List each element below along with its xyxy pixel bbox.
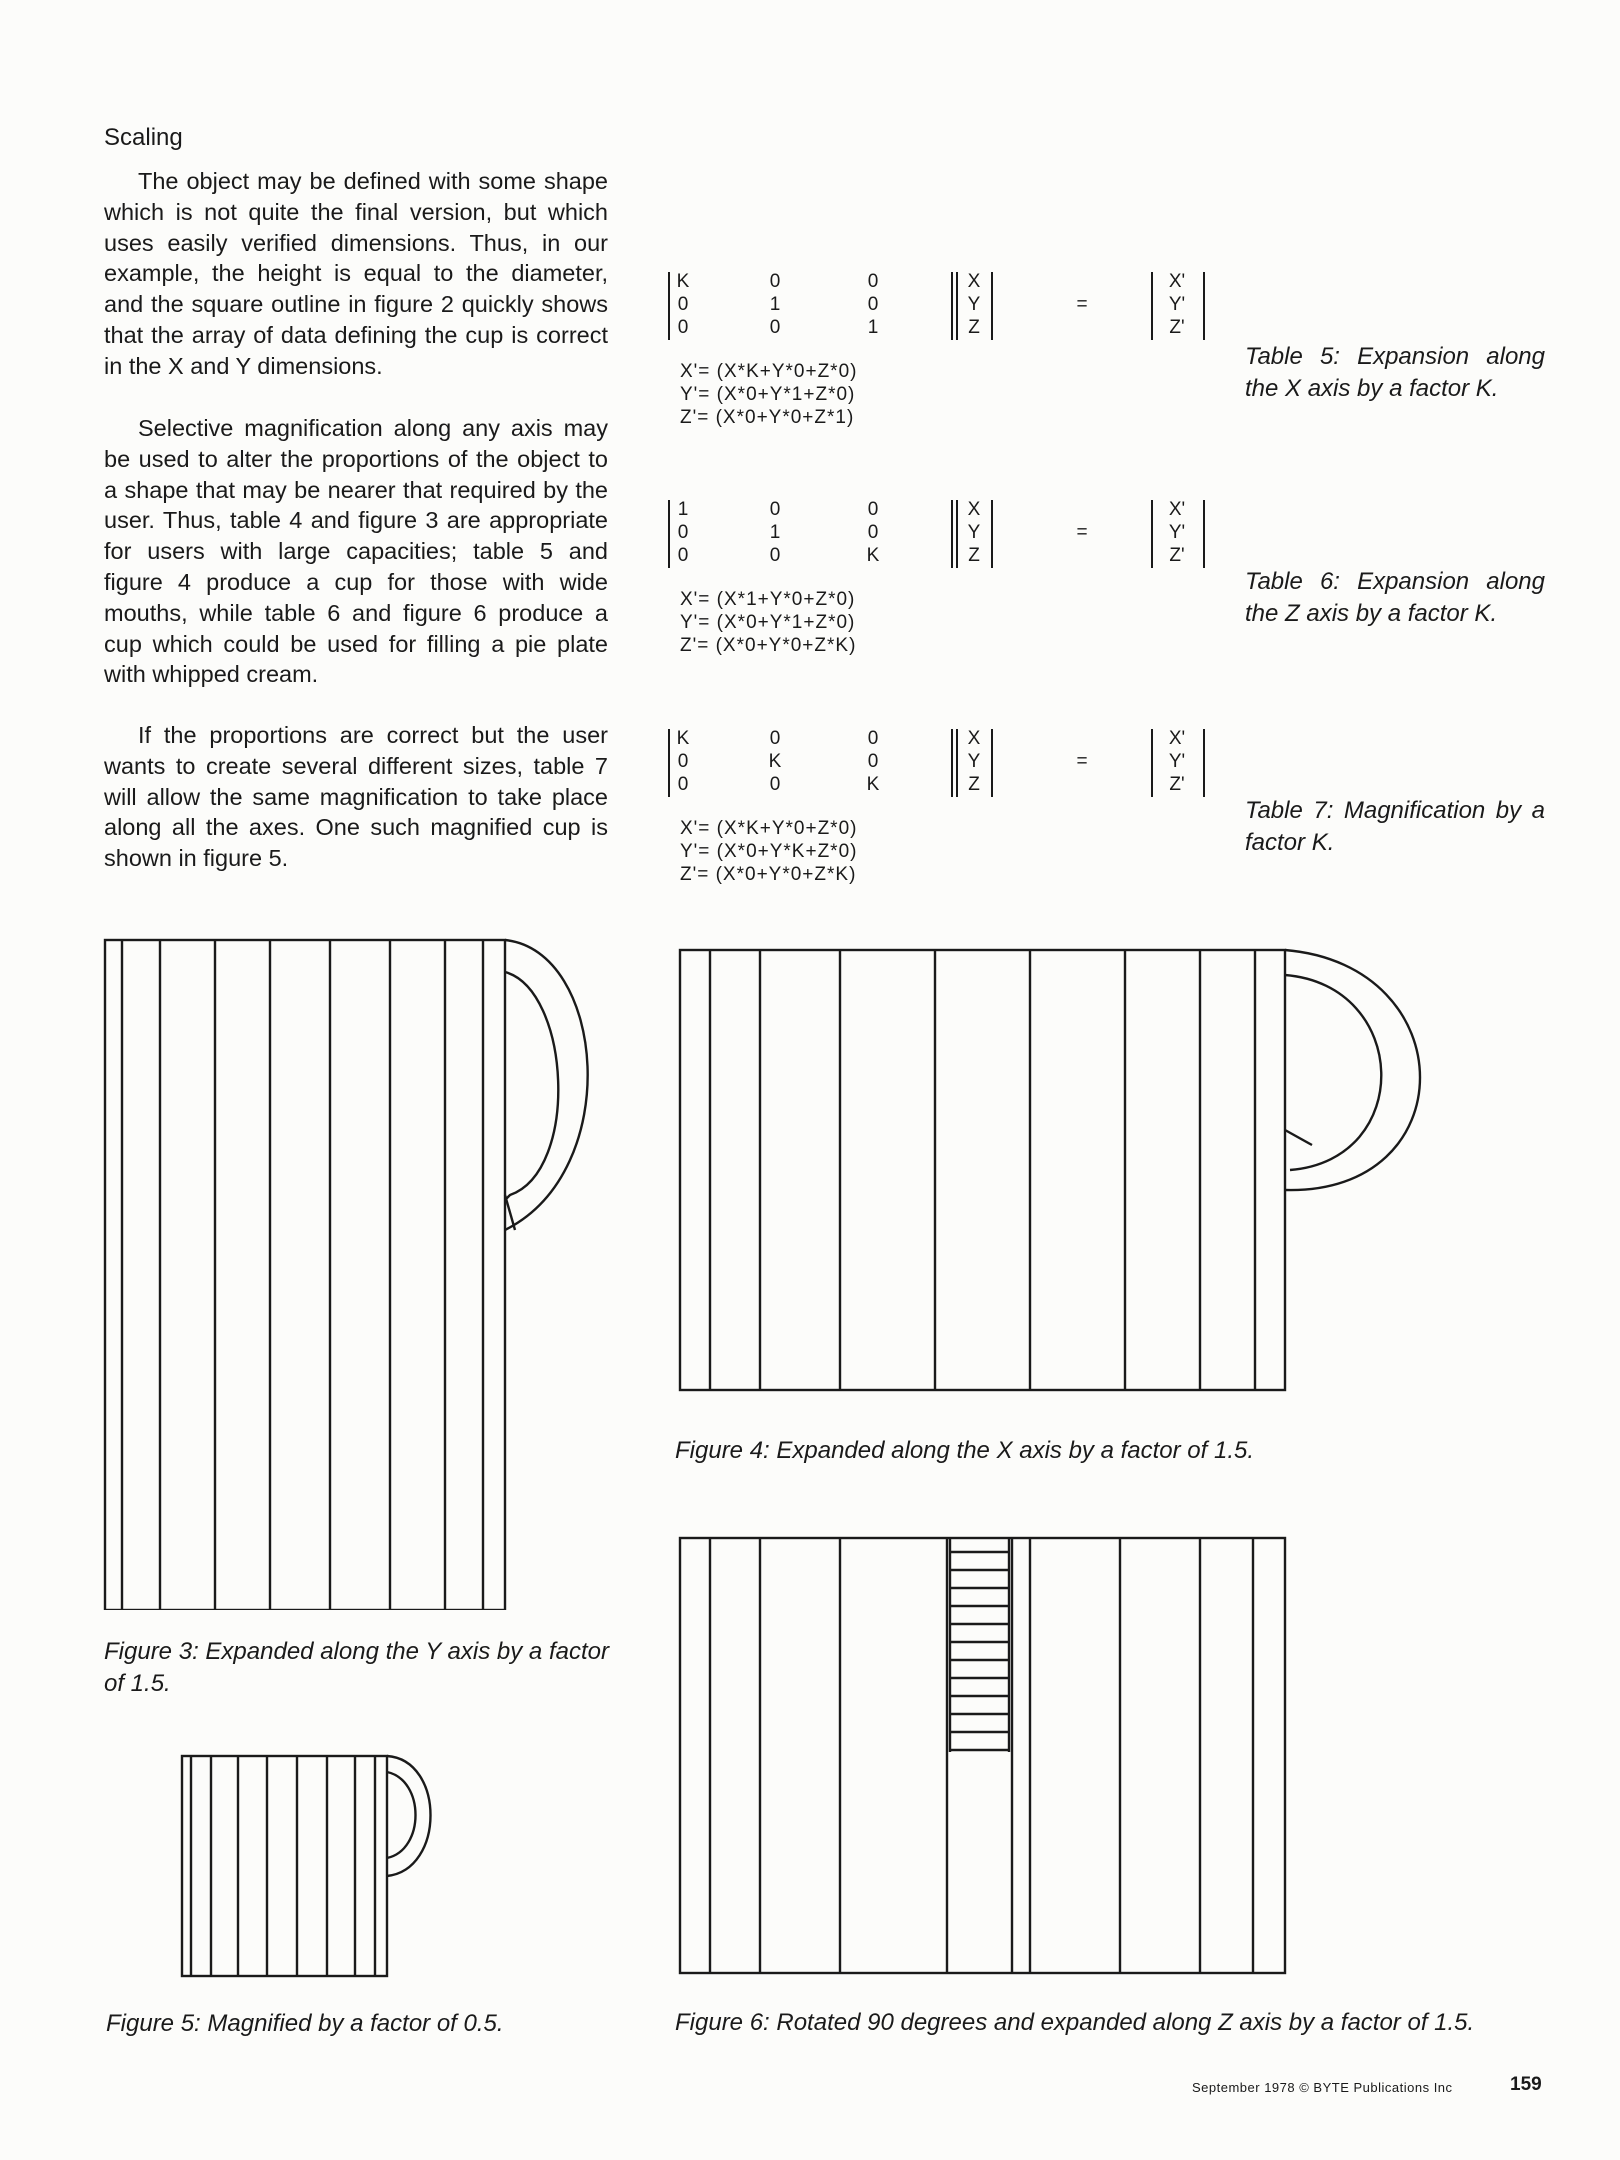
matrix-cell: 0 (867, 499, 879, 520)
matrix-cell: K (866, 774, 880, 795)
matrix-cell: 0 (769, 774, 781, 795)
vector-bracket-left (951, 729, 953, 797)
matrix-cell: 0 (769, 317, 781, 338)
equals-sign: = (1076, 294, 1088, 315)
result-cell: X' (1168, 499, 1186, 520)
body-paragraph-2: Selective magnification along any axis may be used to alter the proportions of the object to a shape that may be nearer that required by the user. Thus, table 4 and figure 3 are appropriate for users with large capacities; table 5 and figure 4 produce a cup for those with wide mouths, while table 6 and figure 6 produce a cup which could be used for filling a pie plate with whipped cream. (104, 415, 608, 688)
figure-4-cup-drawing (675, 945, 1455, 1395)
table-7-caption: Table 7: Magnification by a factor K. (1245, 797, 1545, 856)
section-heading: Scaling (104, 124, 183, 151)
matrix-cell: 0 (867, 271, 879, 292)
matrix-cell: K (676, 271, 690, 292)
vector-cell: X (967, 271, 981, 292)
result-bracket-right (1203, 729, 1205, 797)
matrix-cell: K (676, 728, 690, 749)
vector-cell: Y (967, 522, 981, 543)
matrix-cell: 0 (677, 317, 689, 338)
vector-bracket-left (951, 500, 953, 568)
equation-line: Y'= (X*0+Y*1+Z*0) (680, 384, 856, 405)
matrix-cell: 0 (769, 499, 781, 520)
equation-line: X'= (X*1+Y*0+Z*0) (680, 589, 856, 610)
matrix-cell: 0 (677, 545, 689, 566)
page-number: 159 (1510, 2074, 1542, 2095)
body-paragraph-3: If the proportions are correct but the user wants to create several different sizes, table 7 will allow the same magnification to take place along all the axes. One such magnified cup is shown in figure 5. (104, 722, 608, 872)
figure-5-cup-drawing (175, 1750, 445, 1980)
vector-cell: Y (967, 294, 981, 315)
matrix-cell: 0 (677, 774, 689, 795)
vector-cell: Z (968, 774, 980, 795)
equation-line: Y'= (X*0+Y*K+Z*0) (680, 841, 858, 862)
equals-sign: = (1076, 751, 1088, 772)
result-cell: X' (1168, 728, 1186, 749)
figure-4-caption: Figure 4: Expanded along the X axis by a factor of 1.5. (675, 1437, 1255, 1464)
matrix-cell: 0 (769, 271, 781, 292)
result-bracket-left (1151, 500, 1153, 568)
matrix-cell: 1 (769, 522, 781, 543)
table-5-caption: Table 5: Expansion along the X axis by a factor K. (1245, 343, 1545, 402)
equation-line: X'= (X*K+Y*0+Z*0) (680, 361, 858, 382)
result-cell: Z' (1169, 545, 1185, 566)
figure-6-cup-drawing (675, 1530, 1295, 1980)
equation-line: Y'= (X*0+Y*1+Z*0) (680, 612, 856, 633)
matrix-cell: 1 (677, 499, 689, 520)
result-cell: X' (1168, 271, 1186, 292)
equation-line: X'= (X*K+Y*0+Z*0) (680, 818, 858, 839)
footer-credit: September 1978 © BYTE Publications Inc (1192, 2080, 1453, 2095)
equals-sign: = (1076, 522, 1088, 543)
vector-cell: X (967, 728, 981, 749)
matrix-cell: 0 (677, 751, 689, 772)
matrix-cell: 1 (769, 294, 781, 315)
matrix-cell: 0 (867, 751, 879, 772)
matrix-cell: 0 (677, 522, 689, 543)
figure-6-caption: Figure 6: Rotated 90 degrees and expanded along Z axis by a factor of 1.5. (675, 2009, 1475, 2036)
vector-bracket-right (991, 729, 993, 797)
vector-bracket-right (991, 500, 993, 568)
vector-bracket-left (951, 272, 953, 340)
matrix-cell: 1 (867, 317, 879, 338)
vector-bracket-right (991, 272, 993, 340)
result-bracket-right (1203, 500, 1205, 568)
result-cell: Z' (1169, 317, 1185, 338)
result-bracket-right (1203, 272, 1205, 340)
matrix-cell: 0 (867, 728, 879, 749)
matrix-cell: 0 (769, 545, 781, 566)
matrix-cell: 0 (867, 294, 879, 315)
vector-cell: X (967, 499, 981, 520)
matrix-cell: K (866, 545, 880, 566)
vector-cell: Y (967, 751, 981, 772)
figure-3-caption: Figure 3: Expanded along the Y axis by a factor of 1.5. (104, 1638, 609, 1697)
vector-cell: Z (968, 317, 980, 338)
result-cell: Y' (1168, 294, 1186, 315)
result-cell: Y' (1168, 751, 1186, 772)
result-bracket-left (1151, 729, 1153, 797)
equation-line: Z'= (X*0+Y*0+Z*K) (680, 635, 857, 656)
vector-cell: Z (968, 545, 980, 566)
matrix-cell: 0 (769, 728, 781, 749)
equation-line: Z'= (X*0+Y*0+Z*K) (680, 864, 857, 885)
equation-line: Z'= (X*0+Y*0+Z*1) (680, 407, 855, 428)
body-paragraph-1: The object may be defined with some shape which is not quite the final version, but which uses easily verified dimensions. Thus, in our example, the height is equal to the diameter, and the square outline in figure 2 quickly shows that the array of data defining the cup is correct in the X and Y dimensions. (104, 168, 608, 379)
matrix-cell: 0 (867, 522, 879, 543)
result-cell: Z' (1169, 774, 1185, 795)
table-6-caption: Table 6: Expansion along the Z axis by a factor K. (1245, 568, 1545, 627)
matrix-cell: K (768, 751, 782, 772)
matrix-cell: 0 (677, 294, 689, 315)
result-cell: Y' (1168, 522, 1186, 543)
figure-5-caption: Figure 5: Magnified by a factor of 0.5. (106, 2010, 504, 2037)
figure-3-cup-drawing (100, 930, 620, 1610)
result-bracket-left (1151, 272, 1153, 340)
